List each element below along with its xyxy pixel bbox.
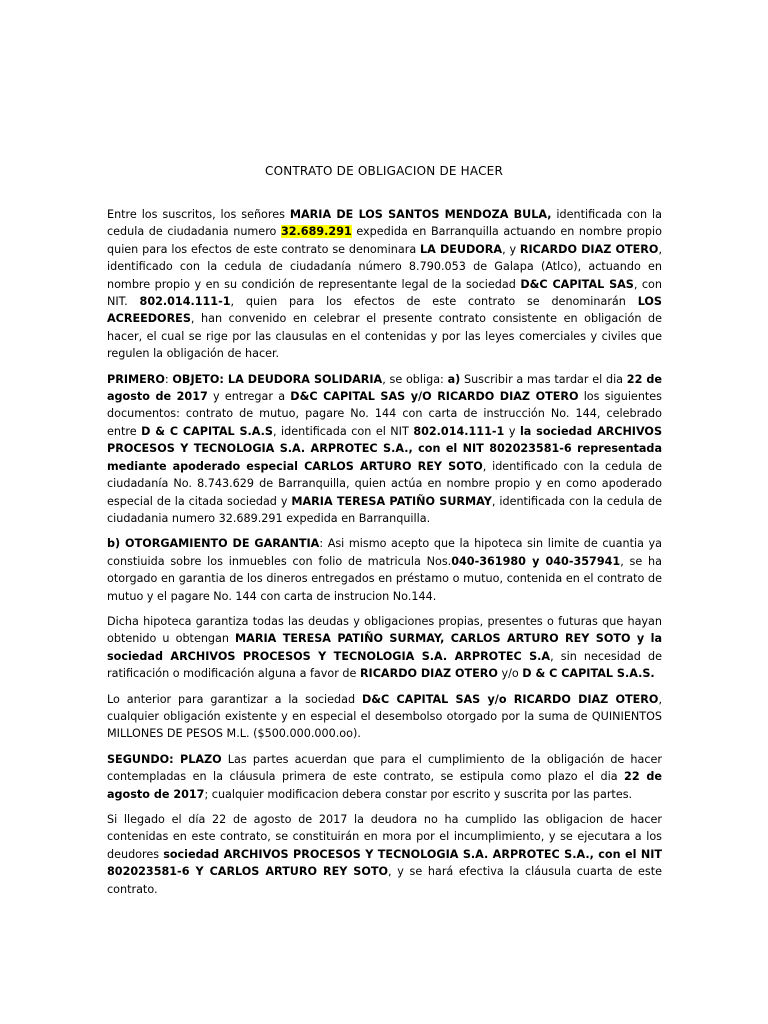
text-run: Dicha hipoteca garantiza todas las deudas y obligaciones propias, presentes o futuras que hayan obtenido u obtengan xyxy=(107,614,662,646)
party-names: MARIA TERESA PATIÑO SURMAY, CARLOS ARTURO REY SOTO y la sociedad ARCHIVOS PROCESOS Y TECNOLOGIA S.A. ARPROTEC S.A xyxy=(107,632,662,663)
clause-subheading: OBJETO: LA DEUDORA SOLIDARIA xyxy=(172,372,383,386)
text-run: , se obliga: xyxy=(382,372,448,386)
text-run: y entregar a xyxy=(207,390,291,404)
company-name: D&C CAPITAL SAS xyxy=(520,277,634,291)
text-run: , identificada con el NIT xyxy=(272,424,414,438)
party-role: LOS ACREEDORES xyxy=(107,295,662,326)
clause-heading: SEGUNDO: PLAZO xyxy=(107,752,222,766)
text-run: y/o xyxy=(497,667,523,681)
paragraph-guarantee-purpose xyxy=(107,691,662,743)
party-name: RICARDO DIAZ OTERO xyxy=(359,667,498,681)
text-run: los siguientes documentos: contrato de mutuo, pagare No. 144 con carta de instrucción No. 144, celebrado entre xyxy=(107,390,663,438)
item-marker: a) xyxy=(447,372,461,386)
date-text: 22 de agosto de 2017 xyxy=(107,372,663,404)
text-run: , identificada con la cedula de ciudadania numero 32.689.291 expedida en Barranquilla. xyxy=(107,494,662,525)
clause-subheading: b) OTORGAMIENTO DE GARANTIA xyxy=(107,537,320,551)
text-run: , se ha otorgado en garantia de los dineros entregados en préstamo o mutuo, contenida en el contrato de mutuo y el pagare No. 144 con carta de instrucion No.144. xyxy=(107,554,662,603)
text-run: , quien para los efectos de este contrato se denominarán xyxy=(230,295,638,309)
text-run: , y xyxy=(502,242,520,256)
text-run: : Asi mismo acepto que la hipoteca sin limite de cuantia ya constiuida sobre los inmuebles con folio de matricula Nos. xyxy=(107,537,662,568)
party-name: MARIA TERESA PATIÑO SURMAY xyxy=(291,494,492,508)
text-run: Entre los suscritos, los señores xyxy=(107,208,290,221)
text-run: Lo anterior para garantizar a la sociedad xyxy=(107,692,362,706)
text-run: , y se hará efectiva la cláusula cuarta de este contrato. xyxy=(107,865,662,896)
text-run: Las partes acuerdan que para el cumplimiento de la obligación de hacer contempladas en la cláusula primera de este contrato, se estipula como plazo el dia xyxy=(107,752,662,784)
paragraph-parties xyxy=(107,206,662,363)
text-run: , identificado con la cedula de ciudadanía número 8.790.053 de Galapa (Atlco), actuando en nombre propio y en su condición de representante legal de la sociedad xyxy=(107,242,662,291)
text-run: identificada con la cedula de ciudadania numero xyxy=(107,208,662,239)
company-name: la sociedad ARCHIVOS PROCESOS Y TECNOLOGIA S.A. ARPROTEC S.A., con el NIT 802023581-6 representada mediante apoderado especial CARLOS ARTURO REY SOTO xyxy=(107,424,663,473)
text-run: , con NIT. xyxy=(107,277,662,309)
party-role: LA DEUDORA xyxy=(420,242,503,256)
party-names: sociedad ARCHIVOS PROCESOS Y TECNOLOGIA S.A. ARPROTEC S.A., con el NIT 802023581-6 Y CARLOS ARTURO REY SOTO xyxy=(107,847,662,879)
folio-numbers: 040-361980 y 040-357941 xyxy=(451,554,621,568)
document-title: CONTRATO DE OBLIGACION DE HACER xyxy=(265,164,503,178)
clause-heading: PRIMERO xyxy=(107,372,165,386)
text-run: y xyxy=(504,424,520,438)
nit-number: 802.014.111-1 xyxy=(139,295,231,309)
highlighted-id-number: 32.689.291 xyxy=(280,225,352,239)
date-text: 22 de agosto de 2017 xyxy=(107,770,663,801)
text-run: expedida en Barranquilla actuando en nombre propio quien para los efectos de este contrato se denominara xyxy=(107,225,662,256)
text-run: : xyxy=(164,372,173,386)
paragraph-clause-second xyxy=(107,751,662,803)
party-names: D&C CAPITAL SAS y/o RICARDO DIAZ OTERO xyxy=(361,692,659,706)
party-name: D&C CAPITAL SAS y/O RICARDO DIAZ OTERO xyxy=(290,390,579,404)
nit-number: 802.014.111-1 xyxy=(413,424,505,438)
text-run: , identificado con la cedula de ciudadanía No. 8.743.629 de Barranquilla, quien actúa en nombre propio y en como apoderado especial de la citada sociedad y xyxy=(107,459,662,508)
text-run: Si llegado el día 22 de agosto de 2017 la deudora no ha cumplido las obligacion de hacer contenidas en este contrato, se constituirán en mora por el incumplimiento, y se ejecutara a los deudores xyxy=(107,813,662,861)
text-run: , cualquier obligación existente y en especial el desembolso otorgado por la suma de QUINIENTOS MILLONES DE PESOS M.L. ($500.000.000.oo). xyxy=(107,692,662,741)
paragraph-clause-first xyxy=(107,371,662,528)
party-name: RICARDO DIAZ OTERO xyxy=(519,242,659,256)
text-run: , sin necesidad de ratificación o modificación alguna a favor de xyxy=(107,649,662,681)
paragraph-mortgage xyxy=(107,613,662,683)
text-run: Suscribir a mas tardar el dia xyxy=(460,372,627,386)
document-body xyxy=(107,206,662,906)
party-name: MARIA DE LOS SANTOS MENDOZA BULA, xyxy=(289,208,552,221)
text-run: , han convenido en celebrar el presente contrato consistente en obligación de hacer, el cual se rige por las clausulas en el contenidas y por las leyes comerciales y civiles que regulen la obligación de hacer. xyxy=(107,312,662,361)
company-name: D & C CAPITAL S.A.S. xyxy=(522,667,655,681)
company-name: D & C CAPITAL S.A.S xyxy=(141,424,273,438)
paragraph-default xyxy=(107,811,662,898)
text-run: ; cualquier modificacion debera constar por escrito y suscrita por las partes. xyxy=(204,787,633,801)
paragraph-guarantee xyxy=(107,535,662,605)
